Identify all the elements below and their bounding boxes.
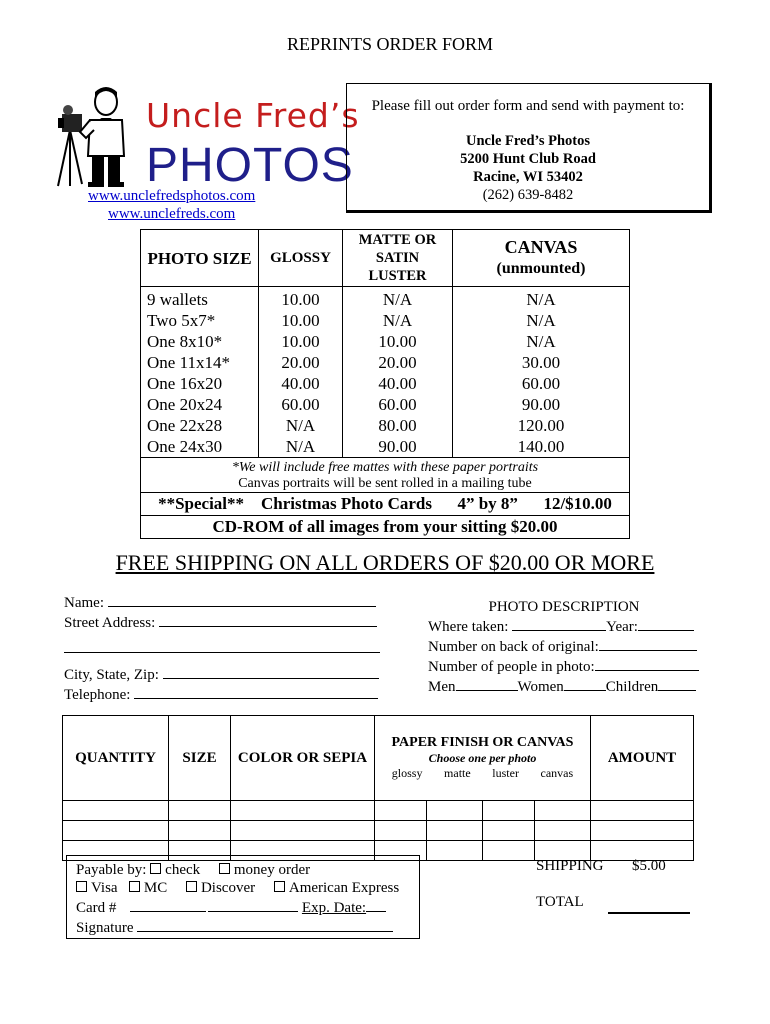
check-checkbox[interactable] (150, 863, 161, 874)
note-canvas-tube: Canvas portraits will be sent rolled in a mailing tube (238, 476, 532, 491)
people-breakdown-field[interactable] (428, 676, 700, 696)
header-canvas-label: CANVAS (504, 237, 578, 257)
mc-checkbox[interactable] (129, 881, 140, 892)
price-canvas-cell: 120.00 (517, 416, 565, 435)
price-glossy-cell: 40.00 (259, 373, 343, 394)
free-shipping-banner: FREE SHIPPING ON ALL ORDERS OF $20.00 OR MORE (115, 550, 655, 575)
special-offer (141, 493, 630, 516)
order-row[interactable] (63, 801, 694, 821)
price-size-cell: One 22x28 (141, 415, 259, 436)
photographer-with-camera-icon (56, 84, 142, 188)
website-link-1[interactable]: www.unclefredsphotos.com (88, 188, 256, 204)
price-row (141, 331, 630, 352)
address-name: Uncle Fred’s Photos (465, 133, 591, 149)
where-label: Where taken: (428, 619, 509, 635)
price-size-cell: Two 5x7* (141, 310, 259, 331)
check-label: check (165, 862, 201, 878)
mailing-address-box (346, 83, 712, 213)
price-canvas-cell: 140.00 (517, 437, 565, 456)
year-label: Year: (606, 619, 638, 635)
customer-info (64, 592, 380, 704)
price-canvas-cell: N/A (526, 332, 556, 351)
finish-canvas: canvas (540, 766, 574, 780)
visa-label: Visa (91, 880, 118, 896)
finish-subheader: Choose one per photo (428, 751, 537, 765)
address-phone: (262) 639-8482 (482, 187, 574, 203)
city-field[interactable] (64, 664, 380, 684)
price-matte-cell: 20.00 (343, 352, 453, 373)
logo-wordmark-uncle-freds: Uncle Fred’s (146, 96, 360, 135)
payable-label: Payable by: (76, 862, 147, 878)
price-matte-cell: N/A (343, 310, 453, 331)
street-field[interactable] (64, 612, 380, 632)
price-canvas-cell: 90.00 (521, 395, 561, 414)
price-glossy-cell: N/A (259, 415, 343, 436)
header-photo-size: PHOTO SIZE (141, 230, 259, 287)
money-order-checkbox[interactable] (219, 863, 230, 874)
payment-box (66, 855, 420, 939)
price-glossy-cell: 60.00 (259, 394, 343, 415)
exp-label: Exp. Date: (301, 900, 367, 916)
price-table (140, 229, 630, 539)
visa-checkbox[interactable] (76, 881, 87, 892)
price-row (141, 415, 630, 436)
card-field[interactable] (76, 897, 419, 917)
price-canvas-cell: N/A (526, 311, 556, 330)
price-size-cell: One 8x10* (141, 331, 259, 352)
price-matte-cell: 10.00 (343, 331, 453, 352)
col-quantity: QUANTITY (63, 716, 169, 801)
header-canvas (453, 230, 630, 287)
price-canvas-cell: 30.00 (521, 353, 561, 372)
special-item: Christmas Photo Cards (261, 494, 432, 513)
price-canvas-cell: N/A (526, 290, 556, 309)
form-title: REPRINTS ORDER FORM (286, 34, 494, 54)
header-canvas-sub: (unmounted) (496, 260, 586, 277)
price-canvas-cell: 60.00 (521, 374, 561, 393)
totals (536, 858, 666, 911)
price-row (141, 373, 630, 394)
men-label: Men (428, 679, 456, 695)
finish-matte: matte (444, 766, 471, 780)
logo-wordmark-photos: PHOTOS (146, 139, 354, 192)
shipping-value: $5.00 (632, 858, 666, 874)
signature-field[interactable] (76, 917, 419, 937)
price-size-cell: One 11x14* (141, 352, 259, 373)
price-row (141, 287, 630, 311)
order-table (62, 715, 694, 861)
finish-luster: luster (492, 766, 519, 780)
address-intro: Please fill out order form and send with payment to: (371, 98, 685, 114)
price-size-cell: One 16x20 (141, 373, 259, 394)
shipping-label: SHIPPING (536, 858, 604, 874)
card-label: Card # (76, 900, 117, 916)
children-label: Children (605, 679, 659, 695)
price-size-cell: One 20x24 (141, 394, 259, 415)
price-matte-cell: 40.00 (343, 373, 453, 394)
special-price: 12/$10.00 (543, 494, 612, 513)
price-matte-cell: 60.00 (343, 394, 453, 415)
photo-description-title: PHOTO DESCRIPTION (488, 599, 640, 615)
col-finish (375, 716, 591, 801)
address-city: Racine, WI 53402 (473, 169, 583, 185)
where-taken-field[interactable] (428, 616, 700, 636)
special-label: **Special** (158, 494, 245, 513)
col-color: COLOR OR SEPIA (231, 716, 375, 801)
address-street: 5200 Hunt Club Road (460, 151, 596, 167)
header-matte: MATTE OR SATIN LUSTER (343, 230, 453, 287)
mc-label: MC (143, 880, 168, 896)
people-label: Number of people in photo: (428, 659, 595, 675)
number-of-people-field[interactable] (428, 656, 700, 676)
women-label: Women (517, 679, 564, 695)
price-size-cell: 9 wallets (141, 287, 259, 311)
street-label: Street Address: (64, 615, 156, 631)
discover-checkbox[interactable] (186, 881, 197, 892)
price-matte-cell: N/A (343, 287, 453, 311)
order-row[interactable] (63, 821, 694, 841)
website-link-2[interactable]: www.unclefreds.com (108, 206, 236, 222)
signature-label: Signature (76, 920, 134, 936)
discover-label: Discover (200, 880, 256, 896)
price-size-cell: One 24x30 (141, 436, 259, 458)
phone-label: Telephone: (64, 687, 131, 703)
finish-header: PAPER FINISH OR CANVAS (391, 735, 574, 750)
number-label: Number on back of original: (428, 639, 599, 655)
price-row (141, 310, 630, 331)
name-field[interactable] (64, 592, 380, 612)
street-field-line2[interactable] (64, 638, 380, 658)
cdrom-offer: CD-ROM of all images from your sitting $20.00 (141, 516, 630, 539)
price-glossy-cell: 10.00 (259, 331, 343, 352)
total-field[interactable] (536, 894, 604, 911)
header-glossy: GLOSSY (259, 230, 343, 287)
total-label: TOTAL (536, 894, 584, 910)
amex-checkbox[interactable] (274, 881, 285, 892)
money-order-label: money order (233, 862, 311, 878)
price-glossy-cell: N/A (259, 436, 343, 458)
photo-description (428, 598, 700, 696)
note-free-mattes: *We will include free mattes with these paper portraits (231, 460, 539, 475)
number-on-back-field[interactable] (428, 636, 700, 656)
price-matte-cell: 80.00 (343, 415, 453, 436)
col-amount: AMOUNT (591, 716, 694, 801)
price-row (141, 436, 630, 458)
city-label: City, State, Zip: (64, 667, 159, 683)
price-matte-cell: 90.00 (343, 436, 453, 458)
col-size: SIZE (169, 716, 231, 801)
price-glossy-cell: 10.00 (259, 310, 343, 331)
price-row (141, 352, 630, 373)
price-row (141, 394, 630, 415)
special-size: 4” by 8” (457, 494, 518, 513)
finish-glossy: glossy (391, 766, 423, 780)
price-glossy-cell: 20.00 (259, 352, 343, 373)
price-glossy-cell: 10.00 (259, 287, 343, 311)
phone-field[interactable] (64, 684, 380, 704)
amex-label: American Express (288, 880, 400, 896)
name-label: Name: (64, 595, 104, 611)
